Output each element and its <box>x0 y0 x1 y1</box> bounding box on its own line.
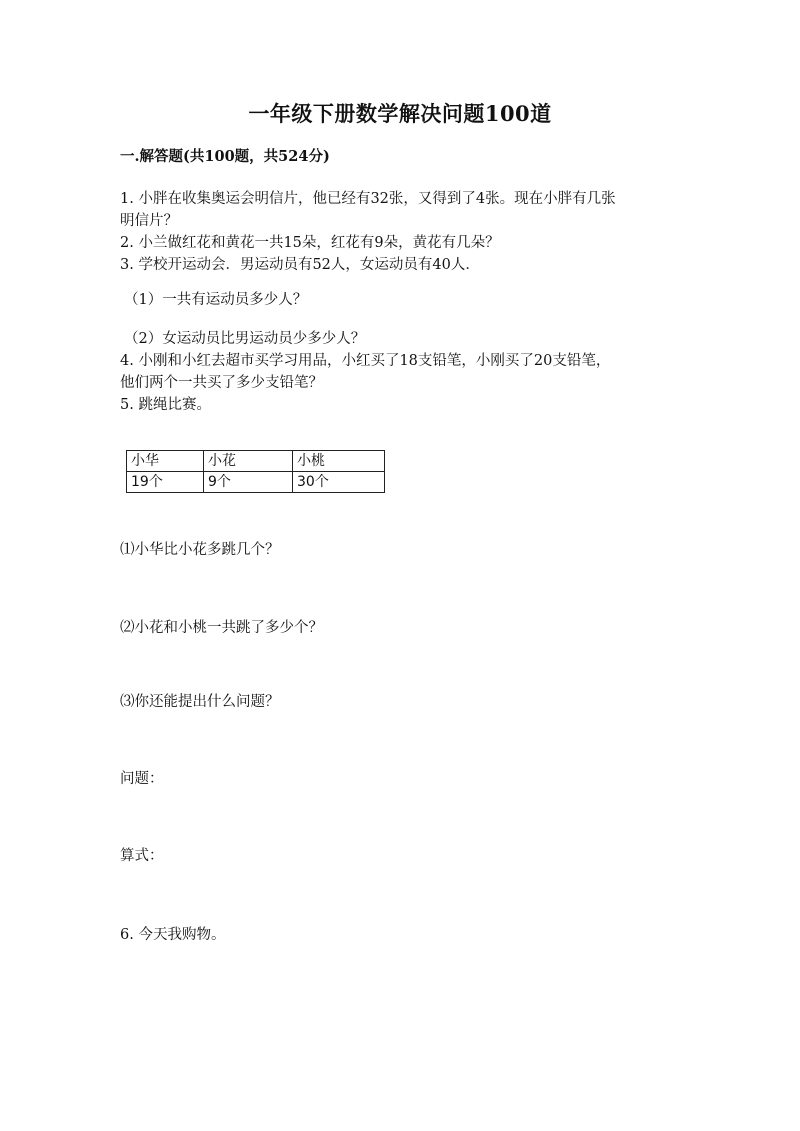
table-header-cell: 小花 <box>204 451 293 472</box>
question-5-sub-2: ⑵小花和小桃一共跳了多少个？ <box>120 620 323 636</box>
jump-rope-table <box>126 450 385 493</box>
table-cell: 30个 <box>293 472 385 493</box>
table-cell: 9个 <box>204 472 293 493</box>
table-header-cell: 小华 <box>127 451 204 472</box>
section-heading: 一.解答题(共100题，共524分) <box>120 148 330 165</box>
table-row <box>127 472 385 493</box>
question-label: 问题： <box>120 771 164 787</box>
question-4-line-2: 他们两个一共买了多少支铅笔？ <box>120 375 323 391</box>
formula-label: 算式： <box>120 848 164 864</box>
question-5-sub-3: ⑶你还能提出什么问题？ <box>120 694 280 710</box>
question-4-line-1: 4. 小刚和小红去超市买学习用品，小红买了18支铅笔，小刚买了20支铅笔， <box>120 353 611 369</box>
question-5: 5. 跳绳比赛。 <box>120 397 211 413</box>
question-3-sub-1: （1）一共有运动员多少人？ <box>124 292 308 308</box>
page-title: 一年级下册数学解决问题100道 <box>248 101 552 126</box>
question-3: 3. 学校开运动会．男运动员有52人，女运动员有40人． <box>120 257 480 273</box>
question-3-sub-2: （2）女运动员比男运动员少多少人？ <box>124 331 366 347</box>
question-5-sub-1: ⑴小华比小花多跳几个？ <box>120 542 280 558</box>
table-header-row <box>127 451 385 472</box>
question-1-line-1: 1. 小胖在收集奥运会明信片，他已经有32张，又得到了4张。现在小胖有几张 <box>120 191 616 207</box>
table-cell: 19个 <box>127 472 204 493</box>
question-6: 6. 今天我购物。 <box>120 927 226 943</box>
question-1-line-2: 明信片？ <box>120 213 178 229</box>
table-header-cell: 小桃 <box>293 451 385 472</box>
question-2: 2. 小兰做红花和黄花一共15朵，红花有9朵，黄花有几朵？ <box>120 235 500 251</box>
